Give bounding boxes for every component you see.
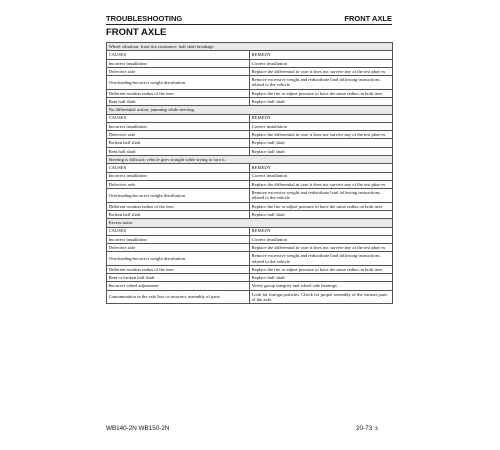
remedy-cell: Remove excessive weight and redistribute load following instructions related to the vehicle xyxy=(250,76,393,90)
cause-cell: Incorrect wheel adjustment xyxy=(107,282,250,290)
cause-cell: Incorrect installation xyxy=(107,59,250,67)
remedy-cell: Replace half shaft xyxy=(250,147,393,155)
footer-page xyxy=(356,425,379,432)
page-title: FRONT AXLE xyxy=(106,27,167,38)
table-row xyxy=(107,202,393,210)
remedy-cell: Replace the tire or adjust pressure to have the same radius on both tires xyxy=(250,202,393,210)
table-row xyxy=(107,265,393,273)
section-heading-row xyxy=(107,43,393,51)
table-row xyxy=(107,67,393,75)
table-row xyxy=(107,147,393,155)
remedy-cell: Replace half shaft xyxy=(250,97,393,105)
table-row xyxy=(107,172,393,180)
cause-cell: Incorrect installation xyxy=(107,172,250,180)
cause-cell: Overloading/incorrect weight distribution xyxy=(107,252,250,266)
table-row xyxy=(107,97,393,105)
remedy-cell: Replace half shaft xyxy=(250,210,393,218)
column-header-row xyxy=(107,51,393,59)
cause-cell: Different rotation radius of the tires xyxy=(107,265,250,273)
remedy-cell: Correct installation xyxy=(250,172,393,180)
header-topic-label: FRONT AXLE xyxy=(344,14,392,23)
column-header-row xyxy=(107,227,393,235)
section-heading-row xyxy=(107,155,393,163)
table-row xyxy=(107,244,393,252)
remedy-header: REMEDY xyxy=(250,51,393,59)
table-row xyxy=(107,235,393,243)
remedy-cell: Correct installation xyxy=(250,235,393,243)
table-row xyxy=(107,180,393,188)
table-row xyxy=(107,210,393,218)
remedy-cell: Replace the differential in case it does not survive any of the test phas-es xyxy=(250,131,393,139)
causes-header: CAUSES xyxy=(107,227,250,235)
table-row xyxy=(107,274,393,282)
section-heading: Excess noise. xyxy=(107,219,393,227)
section-heading-row xyxy=(107,106,393,114)
remedy-cell: Replace the differential in case it does not survive any of the test phas-es xyxy=(250,180,393,188)
remedy-cell: Look for foreign particles. Check for proper assembly of the various parts of the axle. xyxy=(250,290,393,304)
cause-cell: Different rotation radius of the tires xyxy=(107,202,250,210)
remedy-cell: Replace the tire or adjust pressure to have the same radius on both tires xyxy=(250,89,393,97)
remedy-cell: Replace half shaft xyxy=(250,139,393,147)
remedy-header: REMEDY xyxy=(250,164,393,172)
remedy-cell: Correct installation xyxy=(250,122,393,130)
table-row xyxy=(107,189,393,203)
cause-cell: Incorrect installation xyxy=(107,235,250,243)
cause-cell: Bent or broken half shaft xyxy=(107,274,250,282)
remedy-cell: Replace the differential in case it does not survive any of the test phas-es xyxy=(250,67,393,75)
header-section-label: TROUBLESHOOTING xyxy=(106,14,183,23)
cause-cell: Broken half shaft xyxy=(107,210,250,218)
cause-cell: Defective axle xyxy=(107,244,250,252)
table-row xyxy=(107,76,393,90)
remedy-header: REMEDY xyxy=(250,114,393,122)
section-heading: Wheel vibration; front tire resistance; half shaft breakage. xyxy=(107,43,393,51)
table-row xyxy=(107,122,393,130)
cause-cell: Overloading/incorrect weight distribution xyxy=(107,189,250,203)
remedy-cell: Replace the tire or adjust pressure to have the same radius on both tires xyxy=(250,265,393,273)
cause-cell: Defective axle xyxy=(107,180,250,188)
page-header xyxy=(106,12,392,25)
page-number: 20-73 xyxy=(356,425,373,432)
section-heading: Steering is difficult; vehicle goes straight while trying to turn it. xyxy=(107,155,393,163)
remedy-cell: Remove excessive weight and redistribute load following instructions related to the vehicle xyxy=(250,189,393,203)
section-heading: No differential action; jamming while steering. xyxy=(107,106,393,114)
remedy-cell: Replace the differential in case it does not survive any of the test phas-es xyxy=(250,244,393,252)
column-header-row xyxy=(107,164,393,172)
remedy-header: REMEDY xyxy=(250,227,393,235)
cause-cell: Contamination in the axle box or incorrect assembly of parts xyxy=(107,290,250,304)
table-row xyxy=(107,290,393,304)
cause-cell: Different rotation radius of the tires xyxy=(107,89,250,97)
causes-header: CAUSES xyxy=(107,164,250,172)
table-row xyxy=(107,252,393,266)
remedy-cell: Correct installation xyxy=(250,59,393,67)
table-row xyxy=(107,131,393,139)
cause-cell: Defective axle xyxy=(107,131,250,139)
cause-cell: Incorrect installation xyxy=(107,122,250,130)
causes-header: CAUSES xyxy=(107,114,250,122)
remedy-cell: Verify group integrity and wheel side bearings xyxy=(250,282,393,290)
table-row xyxy=(107,139,393,147)
table-row xyxy=(107,282,393,290)
cause-cell: Defective axle xyxy=(107,67,250,75)
table-row xyxy=(107,59,393,67)
table-row xyxy=(107,89,393,97)
cause-cell: Bent half shaft xyxy=(107,97,250,105)
remedy-cell: Replace half shaft xyxy=(250,274,393,282)
cause-cell: Overloading/incorrect weight distribution xyxy=(107,76,250,90)
remedy-cell: Remove excessive weight and redistribute load following instructions related to the vehicle xyxy=(250,252,393,266)
section-heading-row xyxy=(107,219,393,227)
column-header-row xyxy=(107,114,393,122)
footer-model: WB140-2N WB150-2N xyxy=(106,425,170,432)
causes-header: CAUSES xyxy=(107,51,250,59)
cause-cell: Broken half shaft xyxy=(107,139,250,147)
revision-mark: ① xyxy=(374,426,379,432)
cause-cell: Bent half shaft xyxy=(107,147,250,155)
troubleshooting-table xyxy=(106,42,393,304)
